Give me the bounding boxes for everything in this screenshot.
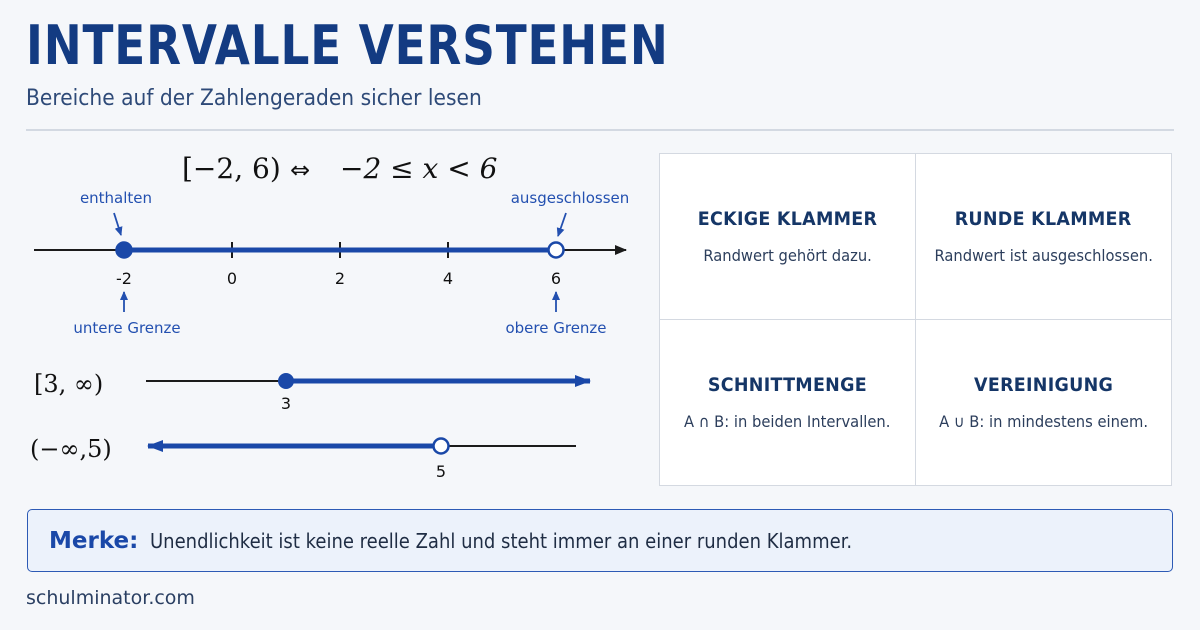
tick-label: 6 — [550, 269, 562, 288]
excluded-arrow — [558, 213, 566, 236]
card-text: Randwert gehört dazu. — [702, 245, 872, 265]
right-interval-point-label: 3 — [280, 394, 292, 413]
formula-interval: [−2, 6) — [182, 152, 281, 185]
card-round-bracket — [916, 154, 1172, 320]
interval-notation-left: (−∞,5) — [30, 435, 112, 463]
card-title: ECKIGE KLAMMER — [697, 207, 877, 230]
rules-grid — [659, 153, 1172, 486]
card-union — [916, 320, 1172, 486]
left-interval-open-point — [434, 439, 449, 454]
tick-label: -2 — [116, 269, 132, 288]
tick-label: 2 — [334, 269, 346, 288]
closed-endpoint — [117, 243, 132, 258]
included-arrow — [114, 213, 121, 235]
label-upper-bound: obere Grenze — [505, 319, 607, 337]
note-box — [27, 509, 1173, 572]
card-title: RUNDE KLAMMER — [954, 207, 1132, 230]
label-included: enthalten — [79, 189, 153, 207]
card-text: Randwert ist ausgeschlossen. — [934, 245, 1153, 265]
footer-site: schulminator.com — [26, 587, 195, 609]
card-title: SCHNITTMENGE — [707, 373, 867, 396]
note-label: Merke: — [49, 527, 139, 554]
card-square-bracket — [660, 154, 916, 320]
right-interval-closed-point — [278, 373, 294, 389]
formula-equivalence: ⇔ — [290, 156, 311, 184]
left-interval-point-label: 5 — [435, 462, 447, 481]
page-subtitle: Bereiche auf der Zahlengeraden sicher lesen — [26, 86, 482, 111]
card-title: VEREINIGUNG — [973, 373, 1113, 396]
card-text: A ∪ B: in mindestens einem. — [938, 411, 1148, 431]
card-intersection — [660, 320, 916, 486]
open-endpoint — [549, 243, 564, 258]
tick-label: 0 — [226, 269, 238, 288]
card-text: A ∩ B: in beiden Intervallen. — [684, 411, 891, 431]
label-lower-bound: untere Grenze — [73, 319, 181, 337]
page-title: INTERVALLE VERSTEHEN — [26, 14, 669, 77]
interval-notation-right: [3, ∞) — [34, 370, 104, 398]
formula-inequality: −2 ≤ x < 6 — [340, 152, 498, 185]
tick-label: 4 — [442, 269, 454, 288]
label-excluded: ausgeschlossen — [510, 189, 630, 207]
note-text: Unendlichkeit ist keine reelle Zahl und steht immer an einer runden Klammer. — [150, 528, 853, 553]
